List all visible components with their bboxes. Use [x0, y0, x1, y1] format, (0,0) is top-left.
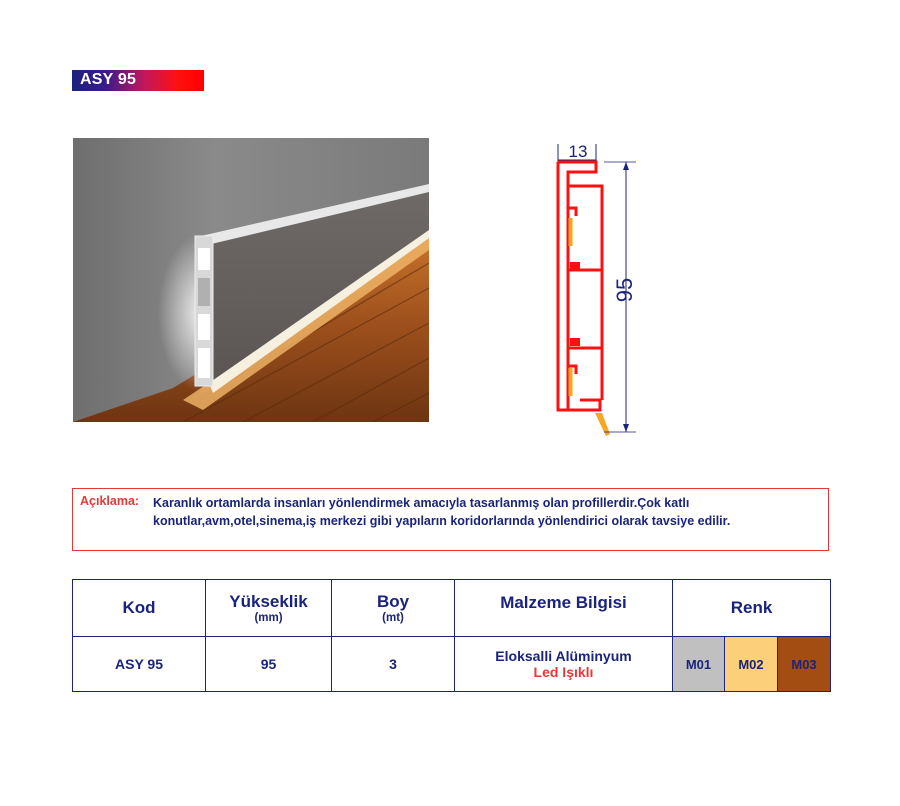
description-box: [72, 488, 829, 551]
product-title-bar: [72, 70, 204, 91]
material-name: Eloksalli Alüminyum: [495, 648, 632, 664]
width-dimension-label: 13: [568, 142, 588, 161]
cell-malzeme: [455, 637, 673, 692]
description-text: Karanlık ortamlarda insanları yönlendirmek amacıyla tasarlanmış olan profillerdir.Çok katlı konutlar,avm,otel,sinema,iş merkezi gibi yapıların koridorlarında yönlendirici olarak tavsiye edilir.: [153, 496, 731, 528]
header-renk: Renk: [673, 580, 831, 637]
product-photo: [73, 138, 429, 422]
color-swatch-m02: M02: [725, 637, 778, 692]
material-note: Led Işıklı: [533, 664, 594, 680]
color-swatch-m03: M03: [778, 637, 831, 692]
cell-boy: 3: [332, 637, 455, 692]
header-kod: Kod: [73, 580, 206, 637]
profile-cross-section-drawing: [540, 138, 670, 438]
product-title: ASY 95: [80, 71, 137, 88]
color-swatch-m01: M01: [673, 637, 725, 692]
table-header-row: [73, 580, 831, 637]
table-row: [73, 637, 831, 692]
cell-kod: ASY 95: [73, 637, 206, 692]
header-yukseklik: Yükseklik (mm): [206, 580, 332, 637]
cell-yukseklik: 95: [206, 637, 332, 692]
height-dimension-label: 95: [612, 277, 637, 303]
header-boy: Boy (mt): [332, 580, 455, 637]
header-malzeme: Malzeme Bilgisi: [455, 580, 673, 637]
specification-table: [72, 579, 831, 692]
description-label: Açıklama:: [80, 494, 140, 508]
